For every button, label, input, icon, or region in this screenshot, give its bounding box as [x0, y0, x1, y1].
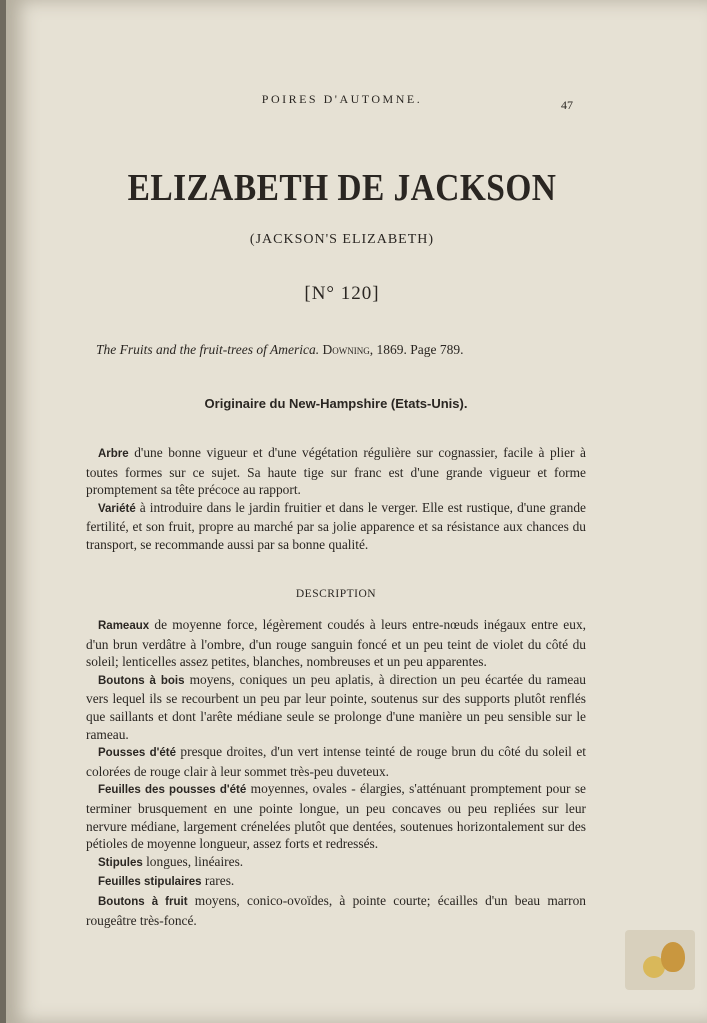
paragraph-feuilles-stipulaires: [86, 872, 586, 892]
paragraph-stipules: [86, 853, 586, 873]
paragraph-lead: Feuilles des pousses d'été: [98, 784, 247, 797]
description-section: [86, 616, 586, 929]
paragraph-lead: Boutons à bois: [98, 674, 185, 687]
paragraph-lead: Rameaux: [98, 620, 150, 632]
paragraph-boutons-a-bois: [86, 671, 586, 743]
paragraph-text: presque droites, d'un vert intense teinté de rouge brun du côté du soleil et colorées de rouge clair à leur sommet très-peu duveteux.: [86, 744, 586, 779]
paragraph-pousses-d-ete: [86, 743, 586, 780]
running-head: POIRES D'AUTOMNE.: [261, 92, 423, 106]
book-page: [6, 0, 707, 1023]
description-heading: DESCRIPTION: [295, 588, 377, 600]
paragraph-text: longues, linéaires.: [142, 853, 244, 869]
fruit-thumbnail-image: [625, 930, 695, 990]
catalog-number: [N° 120]: [304, 283, 380, 304]
paragraph-arbre: [86, 444, 586, 499]
paragraph-text: moyens, conico-ovoïdes, à pointe courte; écailles d'un beau marron rougeâtre très-foncé.: [86, 892, 586, 928]
paragraph-text: d'une bonne vigueur et d'une végétation régulière sur cognassier, facile à plier à toutes formes sur ce sujet. Sa haute tige sur franc est d'une grande vigueur et forme promptement sa tête précoce au rapport.: [86, 445, 586, 498]
paragraph-lead: Variété: [98, 502, 136, 515]
page-title: ELIZABETH DE JACKSON: [127, 167, 557, 209]
paragraph-variete: [86, 499, 586, 554]
intro-section: [86, 444, 586, 554]
paragraph-lead: Arbre: [98, 448, 129, 460]
paragraph-text: à introduire dans le jardin fruitier et dans le verger. Elle est rustique, d'une grande fertilité, et son fruit, propre au marché par sa jolie apparence et sa résistance aux chances du transport, se recommande aussi par sa bonne qualité.: [86, 499, 586, 552]
origin-line: Originaire du New-Hampshire (Etats-Unis).: [204, 396, 468, 411]
paragraph-lead: Boutons à fruit: [98, 895, 188, 908]
paragraph-lead: Feuilles stipulaires: [98, 876, 202, 889]
paragraph-boutons-a-fruit: [86, 892, 586, 929]
paragraph-lead: Stipules: [98, 856, 143, 869]
paragraph-lead: Pousses d'été: [98, 747, 176, 760]
page-number: 47: [561, 98, 573, 112]
paragraph-text: moyennes, ovales - élargies, s'atténuant promptement pour se terminer brusquement en une pointe longue, un peu concaves ou peu repliées sur leur nervure médiane, largement crénelées plutôt que dentées, soutenues horizontalement sur des pétioles de moyenne longueur, assez forts et redressés.: [86, 781, 586, 852]
reference-details: , 1869. Page 789.: [369, 342, 464, 357]
bibliographic-reference: [96, 342, 566, 358]
reference-book-title: The Fruits and the fruit-trees of America.: [96, 342, 320, 357]
reference-author: Downing: [322, 342, 370, 357]
paragraph-text: rares.: [201, 873, 235, 889]
subtitle: (JACKSON'S ELIZABETH): [249, 232, 435, 247]
paragraph-text: moyens, coniques un peu aplatis, à direction un peu écartée du rameau vers lequel ils se recourbent un peu par leur pointe, soutenus sur des supports plutôt renflés que saillants et dont l'arête médiane seule se prolonge d'une manière un peu sensible sur le rameau.: [86, 671, 586, 742]
paragraph-rameaux: [86, 616, 586, 671]
paragraph-text: de moyenne force, légèrement coudés à leurs entre-nœuds inégaux entre eux, d'un brun verdâtre à l'ombre, d'un rouge sanguin foncé et un peu teint de violet du côté du soleil; lenticelles assez petites, blanches, nombreuses et un peu apparentes.: [86, 617, 586, 670]
paragraph-feuilles: [86, 780, 586, 852]
pear-icon: [661, 942, 685, 972]
